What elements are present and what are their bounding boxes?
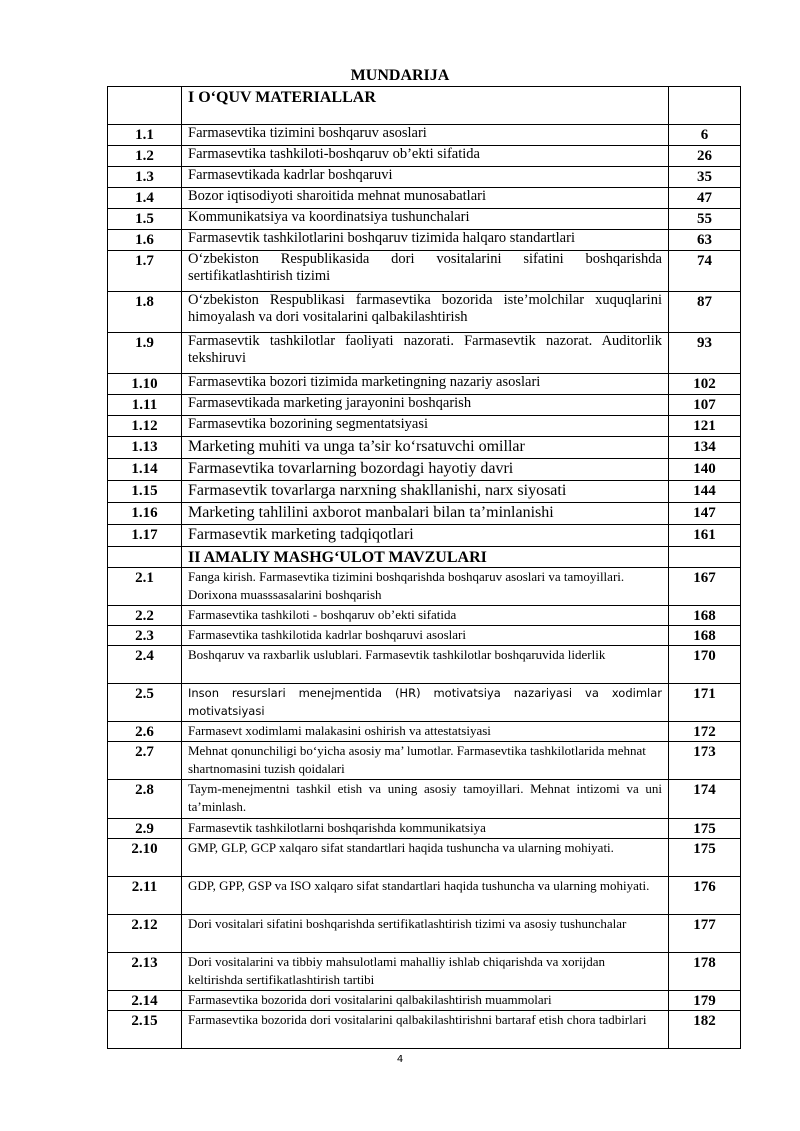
table-row	[108, 437, 741, 459]
item-number: 1.17	[108, 525, 182, 547]
item-title: Dori vositalarini va tibbiy mahsulotlami mahalliy ishlab chiqarishda va xorijdan keltirishda sertifikatlashtirish tartibi	[182, 953, 669, 991]
table-row	[108, 991, 741, 1011]
item-number: 1.13	[108, 437, 182, 459]
item-number: 2.3	[108, 626, 182, 646]
item-title: Boshqaruv va raxbarlik uslublari. Farmasevtik tashkilotlar boshqaruvida liderlik	[182, 646, 669, 684]
item-number: 1.3	[108, 167, 182, 188]
item-page: 174	[669, 780, 741, 819]
item-page: 102	[669, 374, 741, 395]
table-row	[108, 230, 741, 251]
item-page: 172	[669, 722, 741, 742]
item-page: 26	[669, 146, 741, 167]
item-page: 121	[669, 416, 741, 437]
item-title: Farmasevtika tizimini boshqaruv asoslari	[182, 125, 669, 146]
table-row	[108, 606, 741, 626]
table-row	[108, 167, 741, 188]
item-page: 173	[669, 742, 741, 780]
item-page: 134	[669, 437, 741, 459]
section-number-cell	[108, 87, 182, 125]
table-row	[108, 839, 741, 877]
table-row	[108, 684, 741, 722]
item-number: 1.5	[108, 209, 182, 230]
item-title: Farmasevtika tashkilotida kadrlar boshqaruvi asoslari	[182, 626, 669, 646]
item-title: Inson resurslari menejmentida (HR) motivatsiya nazariyasi va xodimlar motivatsiyasi	[182, 684, 669, 722]
item-title: GDP, GPP, GSP va ISO xalqaro sifat standartlari haqida tushuncha va ularning mohiyati.	[182, 877, 669, 915]
table-row	[108, 125, 741, 146]
item-number: 2.4	[108, 646, 182, 684]
table-row	[108, 188, 741, 209]
item-title: Farmasevtika tashkiloti - boshqaruv ob’ekti sifatida	[182, 606, 669, 626]
item-title: Marketing tahlilini axborot manbalari bilan ta’minlanishi	[182, 503, 669, 525]
section-title: II AMALIY MASHG‘ULOT MAVZULARI	[182, 547, 669, 568]
item-page: 168	[669, 626, 741, 646]
item-number: 2.6	[108, 722, 182, 742]
item-page: 170	[669, 646, 741, 684]
item-number: 1.9	[108, 333, 182, 374]
table-row	[108, 646, 741, 684]
item-title: Farmasevtik tashkilotlarni boshqarishda kommunikatsiya	[182, 819, 669, 839]
item-page: 175	[669, 839, 741, 877]
item-number: 1.15	[108, 481, 182, 503]
table-row	[108, 209, 741, 230]
item-page: 6	[669, 125, 741, 146]
table-row	[108, 626, 741, 646]
section-header-row	[108, 547, 741, 568]
item-page: 87	[669, 292, 741, 333]
item-number: 2.11	[108, 877, 182, 915]
item-page: 177	[669, 915, 741, 953]
item-number: 1.8	[108, 292, 182, 333]
table-row	[108, 819, 741, 839]
section-page-cell	[669, 87, 741, 125]
item-page: 182	[669, 1011, 741, 1049]
item-title: Farmasevtikada kadrlar boshqaruvi	[182, 167, 669, 188]
item-title: Farmasevtik marketing tadqiqotlari	[182, 525, 669, 547]
item-page: 93	[669, 333, 741, 374]
item-page: 140	[669, 459, 741, 481]
item-page: 107	[669, 395, 741, 416]
item-number: 1.11	[108, 395, 182, 416]
item-number: 2.9	[108, 819, 182, 839]
item-title: GMP, GLP, GCP xalqaro sifat standartlari haqida tushuncha va ularning mohiyati.	[182, 839, 669, 877]
item-page: 35	[669, 167, 741, 188]
contents-table	[107, 86, 741, 1049]
section-title: I O‘QUV MATERIALLAR	[182, 87, 669, 125]
item-title: Mehnat qonunchiligi bo‘yicha asosiy ma’ lumotlar. Farmasevtika tashkilotlarida mehnat shartnomasini tuzish qoidalari	[182, 742, 669, 780]
item-number: 1.1	[108, 125, 182, 146]
table-row	[108, 146, 741, 167]
table-row	[108, 953, 741, 991]
item-page: 175	[669, 819, 741, 839]
item-page: 167	[669, 568, 741, 606]
item-page: 55	[669, 209, 741, 230]
item-page: 74	[669, 251, 741, 292]
item-number: 2.13	[108, 953, 182, 991]
table-row	[108, 742, 741, 780]
item-number: 1.14	[108, 459, 182, 481]
item-number: 1.7	[108, 251, 182, 292]
item-page: 176	[669, 877, 741, 915]
item-number: 2.15	[108, 1011, 182, 1049]
item-number: 2.5	[108, 684, 182, 722]
item-title: Fanga kirish. Farmasevtika tizimini boshqarishda boshqaruv asoslari va tamoyillari. Dorixona muasssasalarini boshqarish	[182, 568, 669, 606]
item-title: Farmasevtik tovarlarga narxning shakllanishi, narx siyosati	[182, 481, 669, 503]
item-title: Farmasevtik tashkilotlarini boshqaruv tizimida halqaro standartlari	[182, 230, 669, 251]
item-page: 63	[669, 230, 741, 251]
table-row	[108, 877, 741, 915]
section-page-cell	[669, 547, 741, 568]
item-title: Farmasevtikada marketing jarayonini boshqarish	[182, 395, 669, 416]
item-title: Taym-menejmentni tashkil etish va uning asosiy tamoyillari. Mehnat intizomi va uni ta’minlash.	[182, 780, 669, 819]
table-row	[108, 503, 741, 525]
item-number: 1.16	[108, 503, 182, 525]
table-row	[108, 459, 741, 481]
item-title: Farmasevtika tovarlarning bozordagi hayotiy davri	[182, 459, 669, 481]
section-header-row	[108, 87, 741, 125]
table-row	[108, 568, 741, 606]
item-title: Bozor iqtisodiyoti sharoitida mehnat munosabatlari	[182, 188, 669, 209]
item-number: 2.2	[108, 606, 182, 626]
table-row	[108, 525, 741, 547]
item-number: 1.4	[108, 188, 182, 209]
item-page: 171	[669, 684, 741, 722]
item-title: Farmasevtika bozorining segmentatsiyasi	[182, 416, 669, 437]
item-title: Farmasevtika bozori tizimida marketingning nazariy asoslari	[182, 374, 669, 395]
table-row	[108, 292, 741, 333]
section-number-cell	[108, 547, 182, 568]
item-number: 1.6	[108, 230, 182, 251]
item-number: 2.8	[108, 780, 182, 819]
table-row	[108, 333, 741, 374]
item-title: Farmasevtika tashkiloti-boshqaruv ob’ekti sifatida	[182, 146, 669, 167]
item-page: 147	[669, 503, 741, 525]
item-number: 1.12	[108, 416, 182, 437]
item-number: 2.12	[108, 915, 182, 953]
item-title: Farmasevt xodimlami malakasini oshirish va attestatsiyasi	[182, 722, 669, 742]
item-page: 168	[669, 606, 741, 626]
table-row	[108, 374, 741, 395]
table-row	[108, 251, 741, 292]
item-title: Marketing muhiti va unga ta’sir ko‘rsatuvchi omillar	[182, 437, 669, 459]
table-row	[108, 416, 741, 437]
item-number: 1.2	[108, 146, 182, 167]
table-row	[108, 780, 741, 819]
item-title: Dori vositalari sifatini boshqarishda sertifikatlashtirish tizimi va asosiy tushunchalar	[182, 915, 669, 953]
table-row	[108, 722, 741, 742]
item-title: Farmasevtika bozorida dori vositalarini qalbakilashtirishni bartaraf etish chora tadbirlari	[182, 1011, 669, 1049]
item-page: 161	[669, 525, 741, 547]
item-number: 2.10	[108, 839, 182, 877]
table-row	[108, 1011, 741, 1049]
item-page: 47	[669, 188, 741, 209]
page-number: 4	[396, 1054, 404, 1065]
item-title: Farmasevtik tashkilotlar faoliyati nazorati. Farmasevtik nazorat. Auditorlik tekshiruvi	[182, 333, 669, 374]
page-title: MUNDARIJA	[350, 67, 450, 84]
item-page: 179	[669, 991, 741, 1011]
item-page: 144	[669, 481, 741, 503]
item-number: 2.14	[108, 991, 182, 1011]
item-number: 2.7	[108, 742, 182, 780]
item-title: O‘zbekiston Respublikasida dori vositalarini sifatini boshqarishda sertifikatlashtirish tizimi	[182, 251, 669, 292]
item-title: Farmasevtika bozorida dori vositalarini qalbakilashtirish muammolari	[182, 991, 669, 1011]
item-number: 2.1	[108, 568, 182, 606]
table-row	[108, 395, 741, 416]
item-title: O‘zbekiston Respublikasi farmasevtika bozorida iste’molchilar xuquqlarini himoyalash va dori vositalarini qalbakilashtirish	[182, 292, 669, 333]
item-title: Kommunikatsiya va koordinatsiya tushunchalari	[182, 209, 669, 230]
table-row	[108, 481, 741, 503]
table-row	[108, 915, 741, 953]
item-number: 1.10	[108, 374, 182, 395]
item-page: 178	[669, 953, 741, 991]
